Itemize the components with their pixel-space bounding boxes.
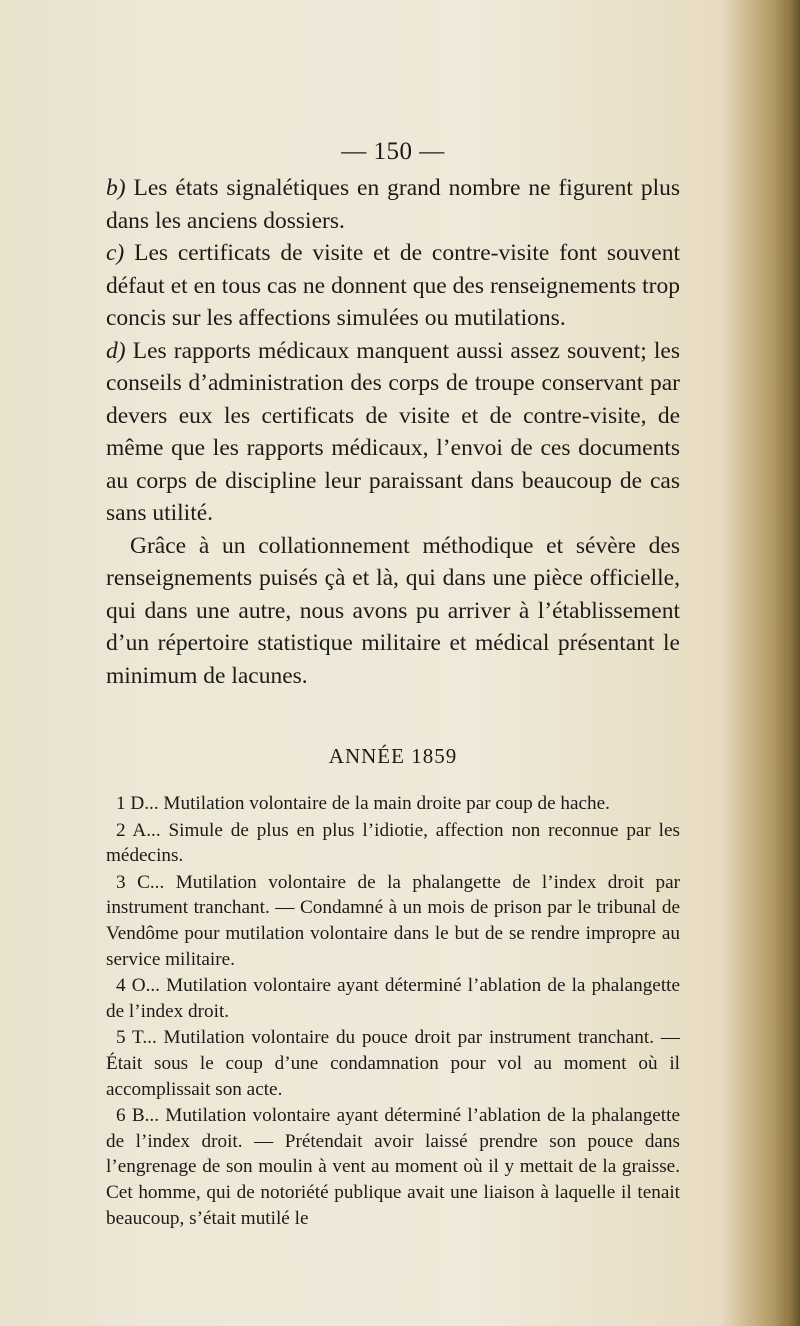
page-edge-shadow [774, 0, 800, 1326]
paragraph-b [106, 172, 680, 237]
case-text: C... Mutilation volontaire de la phalangette de l’index droit par instrument tranchant. — Condamné à un mois de prison par le tribunal de Vendôme pour mutilation volontaire dans le but de se rendre impropre au service militaire. [106, 871, 680, 970]
case-number: 2 [116, 819, 126, 841]
case-entry [106, 870, 680, 972]
case-list [106, 791, 680, 1231]
case-number: 5 [116, 1027, 126, 1049]
case-number: 1 [116, 793, 126, 814]
page-number: — 150 — [341, 138, 445, 165]
paragraph-text: Les rapports médicaux manquent aussi assez souvent; les conseils d’administration des corps de troupe conservant par devers eux les certificats de visite et de contre-visite, de même que les rapports médicaux, l’envoi de ces documents au corps de discipline leur paraissant dans beaucoup de cas sans utilité. [106, 337, 680, 526]
paragraph-conclusion [106, 530, 680, 693]
case-entry [106, 1103, 680, 1231]
case-text: D... Mutilation volontaire de la main droite par coup de hache. [125, 793, 610, 814]
section-heading-year: ANNÉE 1859 [328, 744, 458, 768]
paragraph-lead: c) [106, 240, 125, 266]
case-number: 4 [116, 975, 126, 997]
paragraph-text: Grâce à un collationnement méthodique et sévère des renseignements puisés çà et là, qui dans une pièce officielle, qui dans une autre, nous avons pu arriver à l’établissement d’un répertoire statistique militaire et médical présentant le minimum de lacunes. [106, 532, 680, 689]
paragraph-lead: b) [106, 175, 126, 201]
page-content [106, 138, 680, 1232]
case-entry [106, 791, 680, 817]
paragraph-d [106, 335, 680, 530]
case-text: B... Mutilation volontaire ayant déterminé l’ablation de la phalangette de l’index droit. — Prétendait avoir laissé prendre son pouce dans l’engrenage de son moulin à vent au moment où il y mettait de la graisse. Cet homme, qui de notoriété publique avait une liaison à laquelle il tenait beaucoup, s’était mutilé le [106, 1105, 680, 1229]
paragraph-text: Les états signalétiques en grand nombre ne figurent plus dans les anciens dossiers. [106, 175, 680, 234]
paragraph-lead: d) [106, 337, 126, 364]
case-number: 3 [116, 871, 126, 893]
case-entry [106, 1025, 680, 1102]
case-entry [106, 973, 680, 1024]
paragraph-text: Les certificats de visite et de contre-visite font souvent défaut et en tous cas ne donnent que des renseignements trop concis sur les affections simulées ou mutilations. [106, 240, 680, 331]
case-text: T... Mutilation volontaire du pouce droit par instrument tranchant. — Était sous le coup d’une condamnation pour vol au moment où il accomplissait son acte. [106, 1027, 680, 1100]
case-number: 6 [116, 1105, 126, 1127]
case-text: O... Mutilation volontaire ayant déterminé l’ablation de la phalangette de l’index droit. [106, 975, 680, 1022]
case-entry [106, 818, 680, 869]
paragraph-c [106, 237, 680, 335]
case-text: A... Simule de plus en plus l’idiotie, affection non reconnue par les médecins. [106, 819, 680, 867]
